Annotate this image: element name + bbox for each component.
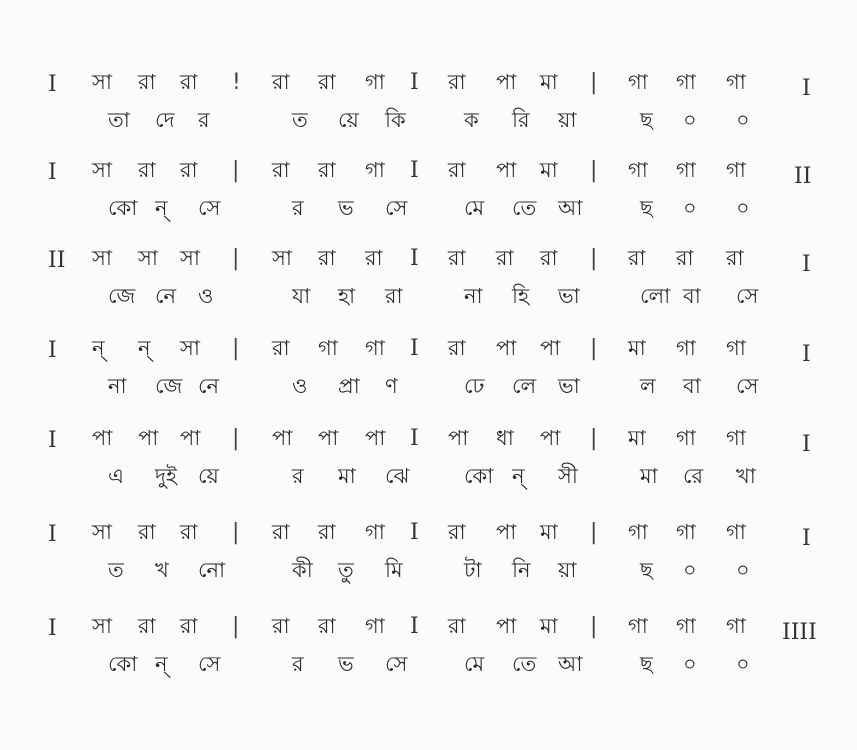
- swara-note: গা: [365, 520, 385, 544]
- bar-separator: |: [590, 614, 598, 639]
- swara-note: রা: [448, 246, 466, 270]
- swara-note: পা: [540, 426, 561, 450]
- lyric-syllable: র: [198, 108, 210, 132]
- swara-note: গা: [676, 426, 696, 450]
- bar-separator: |: [590, 246, 598, 271]
- lyric-syllable: ০: [683, 196, 697, 220]
- lyric-syllable: তে: [512, 196, 537, 220]
- lyric-syllable: না: [108, 374, 127, 398]
- bar-separator: |: [232, 246, 240, 271]
- swara-note: রা: [448, 520, 466, 544]
- lyric-syllable: ছ: [640, 652, 653, 676]
- lyric-syllable: তে: [512, 652, 537, 676]
- bar-separator: |: [232, 614, 240, 639]
- lyric-syllable: হি: [512, 284, 530, 308]
- lyric-syllable: বা: [683, 374, 701, 398]
- swara-note: রা: [138, 70, 156, 94]
- swara-note: রা: [448, 70, 466, 94]
- lyric-syllable: নে: [198, 374, 220, 398]
- lyric-syllable: কি: [385, 108, 406, 132]
- swara-note: গা: [628, 158, 648, 182]
- lyric-syllable: রি: [512, 108, 530, 132]
- swara-note: সা: [272, 246, 292, 270]
- lyric-syllable: র: [292, 464, 304, 488]
- lyric-syllable: এ: [108, 464, 124, 488]
- lyric-syllable: কো: [108, 196, 138, 220]
- swara-note: গা: [676, 520, 696, 544]
- swara-note: গা: [365, 158, 385, 182]
- swara-note: রা: [180, 70, 198, 94]
- swara-note: রা: [448, 614, 466, 638]
- bar-mark-end: I: [802, 252, 811, 277]
- lyric-syllable: ঝে: [385, 464, 410, 488]
- swara-note: রা: [272, 614, 290, 638]
- lyric-syllable: ভ: [338, 196, 354, 220]
- lyric-syllable: ০: [736, 558, 750, 582]
- lyric-syllable: ভ: [338, 652, 354, 676]
- bar-separator: |: [232, 426, 240, 451]
- swara-note: রা: [272, 520, 290, 544]
- swara-note: গা: [628, 520, 648, 544]
- lyric-syllable: ত: [108, 558, 124, 582]
- lyric-syllable: র: [292, 196, 304, 220]
- swara-note: গা: [628, 614, 648, 638]
- swara-note: পা: [496, 614, 517, 638]
- lyric-syllable: হা: [338, 284, 356, 308]
- lyric-syllable: প্রা: [338, 374, 360, 398]
- swara-note: সা: [180, 246, 200, 270]
- swara-note: সা: [92, 246, 112, 270]
- swara-note: রা: [318, 520, 336, 544]
- bar-separator: |: [232, 336, 240, 361]
- lyric-syllable: মে: [464, 196, 485, 220]
- bar-mark-end: I: [802, 432, 811, 457]
- swara-note: সা: [92, 70, 112, 94]
- lyric-syllable: জে: [108, 284, 136, 308]
- swara-note: রা: [272, 158, 290, 182]
- swara-note: রা: [676, 246, 694, 270]
- swara-note: পা: [496, 520, 517, 544]
- swara-note: গা: [726, 336, 746, 360]
- bar-mark-start: I: [48, 338, 57, 363]
- lyric-syllable: ণ: [385, 374, 398, 398]
- lyric-syllable: সে: [736, 374, 759, 398]
- swara-note: গা: [318, 336, 338, 360]
- swara-note: রা: [726, 246, 744, 270]
- lyric-syllable: বা: [683, 284, 701, 308]
- swara-note: মা: [628, 426, 646, 450]
- lyric-syllable: ও: [292, 374, 308, 398]
- lyric-syllable: রে: [683, 464, 704, 488]
- lyric-syllable: সে: [385, 196, 408, 220]
- bar-separator: I: [410, 246, 419, 271]
- swara-note: সা: [92, 158, 112, 182]
- swara-note: পা: [540, 336, 561, 360]
- swara-note: মা: [540, 520, 558, 544]
- swara-note: রা: [628, 246, 646, 270]
- lyric-syllable: ও: [198, 284, 214, 308]
- lyric-syllable: য়ে: [198, 464, 219, 488]
- swara-note: মা: [540, 70, 558, 94]
- swara-note: পা: [180, 426, 201, 450]
- lyric-syllable: সে: [198, 652, 221, 676]
- swara-note: সা: [92, 520, 112, 544]
- bar-mark-start: I: [48, 522, 57, 547]
- lyric-syllable: আ: [558, 652, 583, 676]
- lyric-syllable: ০: [683, 108, 697, 132]
- lyric-syllable: মা: [338, 464, 356, 488]
- lyric-syllable: সী: [558, 464, 578, 488]
- swara-note: গা: [726, 520, 746, 544]
- lyric-syllable: খ: [155, 558, 169, 582]
- bar-separator: |: [590, 426, 598, 451]
- swara-note: রা: [138, 614, 156, 638]
- lyric-syllable: নি: [512, 558, 531, 582]
- swara-note: পা: [318, 426, 339, 450]
- swara-note: গা: [726, 158, 746, 182]
- swara-note: পা: [448, 426, 469, 450]
- lyric-syllable: ক: [464, 108, 479, 132]
- bar-mark-end: II: [794, 164, 812, 189]
- lyric-syllable: তু: [338, 558, 354, 582]
- swara-note: রা: [365, 246, 383, 270]
- lyric-syllable: মা: [640, 464, 658, 488]
- swara-note: গা: [726, 70, 746, 94]
- bar-mark-end: I: [802, 76, 811, 101]
- swara-note: পা: [365, 426, 386, 450]
- lyric-syllable: সে: [736, 284, 759, 308]
- bar-mark-start: I: [48, 428, 57, 453]
- swara-note: সা: [138, 246, 158, 270]
- bar-separator: I: [410, 70, 419, 95]
- lyric-syllable: দুই: [155, 464, 177, 488]
- lyric-syllable: তা: [108, 108, 130, 132]
- swara-note: গা: [365, 614, 385, 638]
- swara-note: গা: [676, 614, 696, 638]
- swara-note: গা: [726, 614, 746, 638]
- swara-note: রা: [318, 614, 336, 638]
- lyric-syllable: লো: [640, 284, 671, 308]
- swara-note: মা: [628, 336, 646, 360]
- swara-note: রা: [180, 614, 198, 638]
- swara-note: ন্: [138, 336, 151, 360]
- lyric-syllable: য়ে: [338, 108, 359, 132]
- swara-note: রা: [448, 158, 466, 182]
- lyric-syllable: ০: [736, 108, 750, 132]
- bar-separator: |: [590, 336, 598, 361]
- bar-separator: |: [590, 70, 598, 95]
- lyric-syllable: আ: [558, 196, 583, 220]
- lyric-syllable: নে: [155, 284, 177, 308]
- lyric-syllable: নো: [198, 558, 226, 582]
- lyric-syllable: সে: [198, 196, 221, 220]
- swara-note: সা: [92, 614, 112, 638]
- bar-separator: |: [590, 520, 598, 545]
- swara-note: মা: [540, 614, 558, 638]
- swara-note: গা: [676, 336, 696, 360]
- bar-separator: !: [232, 70, 241, 95]
- swara-note: পা: [138, 426, 159, 450]
- bar-mark-start: I: [48, 72, 57, 97]
- bar-separator: |: [232, 520, 240, 545]
- bar-mark-end: IIII: [782, 620, 817, 645]
- swara-note: মা: [540, 158, 558, 182]
- swara-note: পা: [496, 158, 517, 182]
- swara-note: রা: [448, 336, 466, 360]
- lyric-syllable: ন্: [155, 196, 168, 220]
- swara-note: রা: [540, 246, 558, 270]
- swara-note: রা: [496, 246, 514, 270]
- bar-separator: I: [410, 158, 419, 183]
- swara-note: রা: [180, 520, 198, 544]
- lyric-syllable: ন্: [155, 652, 168, 676]
- swara-note: রা: [180, 158, 198, 182]
- swara-note: রা: [318, 246, 336, 270]
- swara-note: রা: [138, 158, 156, 182]
- swara-note: গা: [676, 158, 696, 182]
- swara-note: ধা: [496, 426, 514, 450]
- lyric-syllable: ০: [683, 652, 697, 676]
- bar-separator: |: [590, 158, 598, 183]
- swara-note: রা: [138, 520, 156, 544]
- lyric-syllable: টা: [464, 558, 482, 582]
- swara-note: পা: [496, 70, 517, 94]
- swara-note: সা: [180, 336, 200, 360]
- lyric-syllable: রা: [385, 284, 403, 308]
- lyric-syllable: ০: [736, 652, 750, 676]
- lyric-syllable: কো: [108, 652, 138, 676]
- lyric-syllable: দে: [155, 108, 175, 132]
- lyric-syllable: ভা: [558, 374, 580, 398]
- swara-note: রা: [318, 158, 336, 182]
- lyric-syllable: জে: [155, 374, 183, 398]
- lyric-syllable: ল: [640, 374, 656, 398]
- swara-note: পা: [92, 426, 113, 450]
- lyric-syllable: লে: [512, 374, 537, 398]
- lyric-syllable: খা: [736, 464, 756, 488]
- lyric-syllable: ত: [292, 108, 308, 132]
- lyric-syllable: ছ: [640, 558, 653, 582]
- lyric-syllable: মি: [385, 558, 403, 582]
- lyric-syllable: ছ: [640, 196, 653, 220]
- bar-mark-start: I: [48, 160, 57, 185]
- bar-separator: |: [232, 158, 240, 183]
- swara-note: গা: [676, 70, 696, 94]
- swara-note: ন্: [92, 336, 105, 360]
- swara-note: রা: [318, 70, 336, 94]
- lyric-syllable: ঢে: [464, 374, 485, 398]
- swara-note: গা: [726, 426, 746, 450]
- lyric-syllable: না: [464, 284, 483, 308]
- lyric-syllable: ০: [736, 196, 750, 220]
- swara-note: পা: [272, 426, 293, 450]
- lyric-syllable: কী: [292, 558, 313, 582]
- bar-separator: I: [410, 336, 419, 361]
- lyric-syllable: কো: [464, 464, 494, 488]
- swara-note: গা: [365, 70, 385, 94]
- swara-note: রা: [272, 70, 290, 94]
- bar-mark-start: II: [48, 248, 66, 273]
- swara-note: রা: [272, 336, 290, 360]
- lyric-syllable: মে: [464, 652, 485, 676]
- lyric-syllable: র: [292, 652, 304, 676]
- bar-mark-end: I: [802, 342, 811, 367]
- lyric-syllable: ০: [683, 558, 697, 582]
- bar-separator: I: [410, 520, 419, 545]
- lyric-syllable: সে: [385, 652, 408, 676]
- lyric-syllable: যা: [292, 284, 311, 308]
- lyric-syllable: য়া: [558, 558, 577, 582]
- lyric-syllable: ন্: [512, 464, 525, 488]
- bar-mark-start: I: [48, 616, 57, 641]
- bar-separator: I: [410, 614, 419, 639]
- lyric-syllable: য়া: [558, 108, 577, 132]
- bar-separator: I: [410, 426, 419, 451]
- swara-note: গা: [628, 70, 648, 94]
- swara-note: গা: [365, 336, 385, 360]
- lyric-syllable: ছ: [640, 108, 653, 132]
- swara-note: পা: [496, 336, 517, 360]
- lyric-syllable: ভা: [558, 284, 580, 308]
- bar-mark-end: I: [802, 526, 811, 551]
